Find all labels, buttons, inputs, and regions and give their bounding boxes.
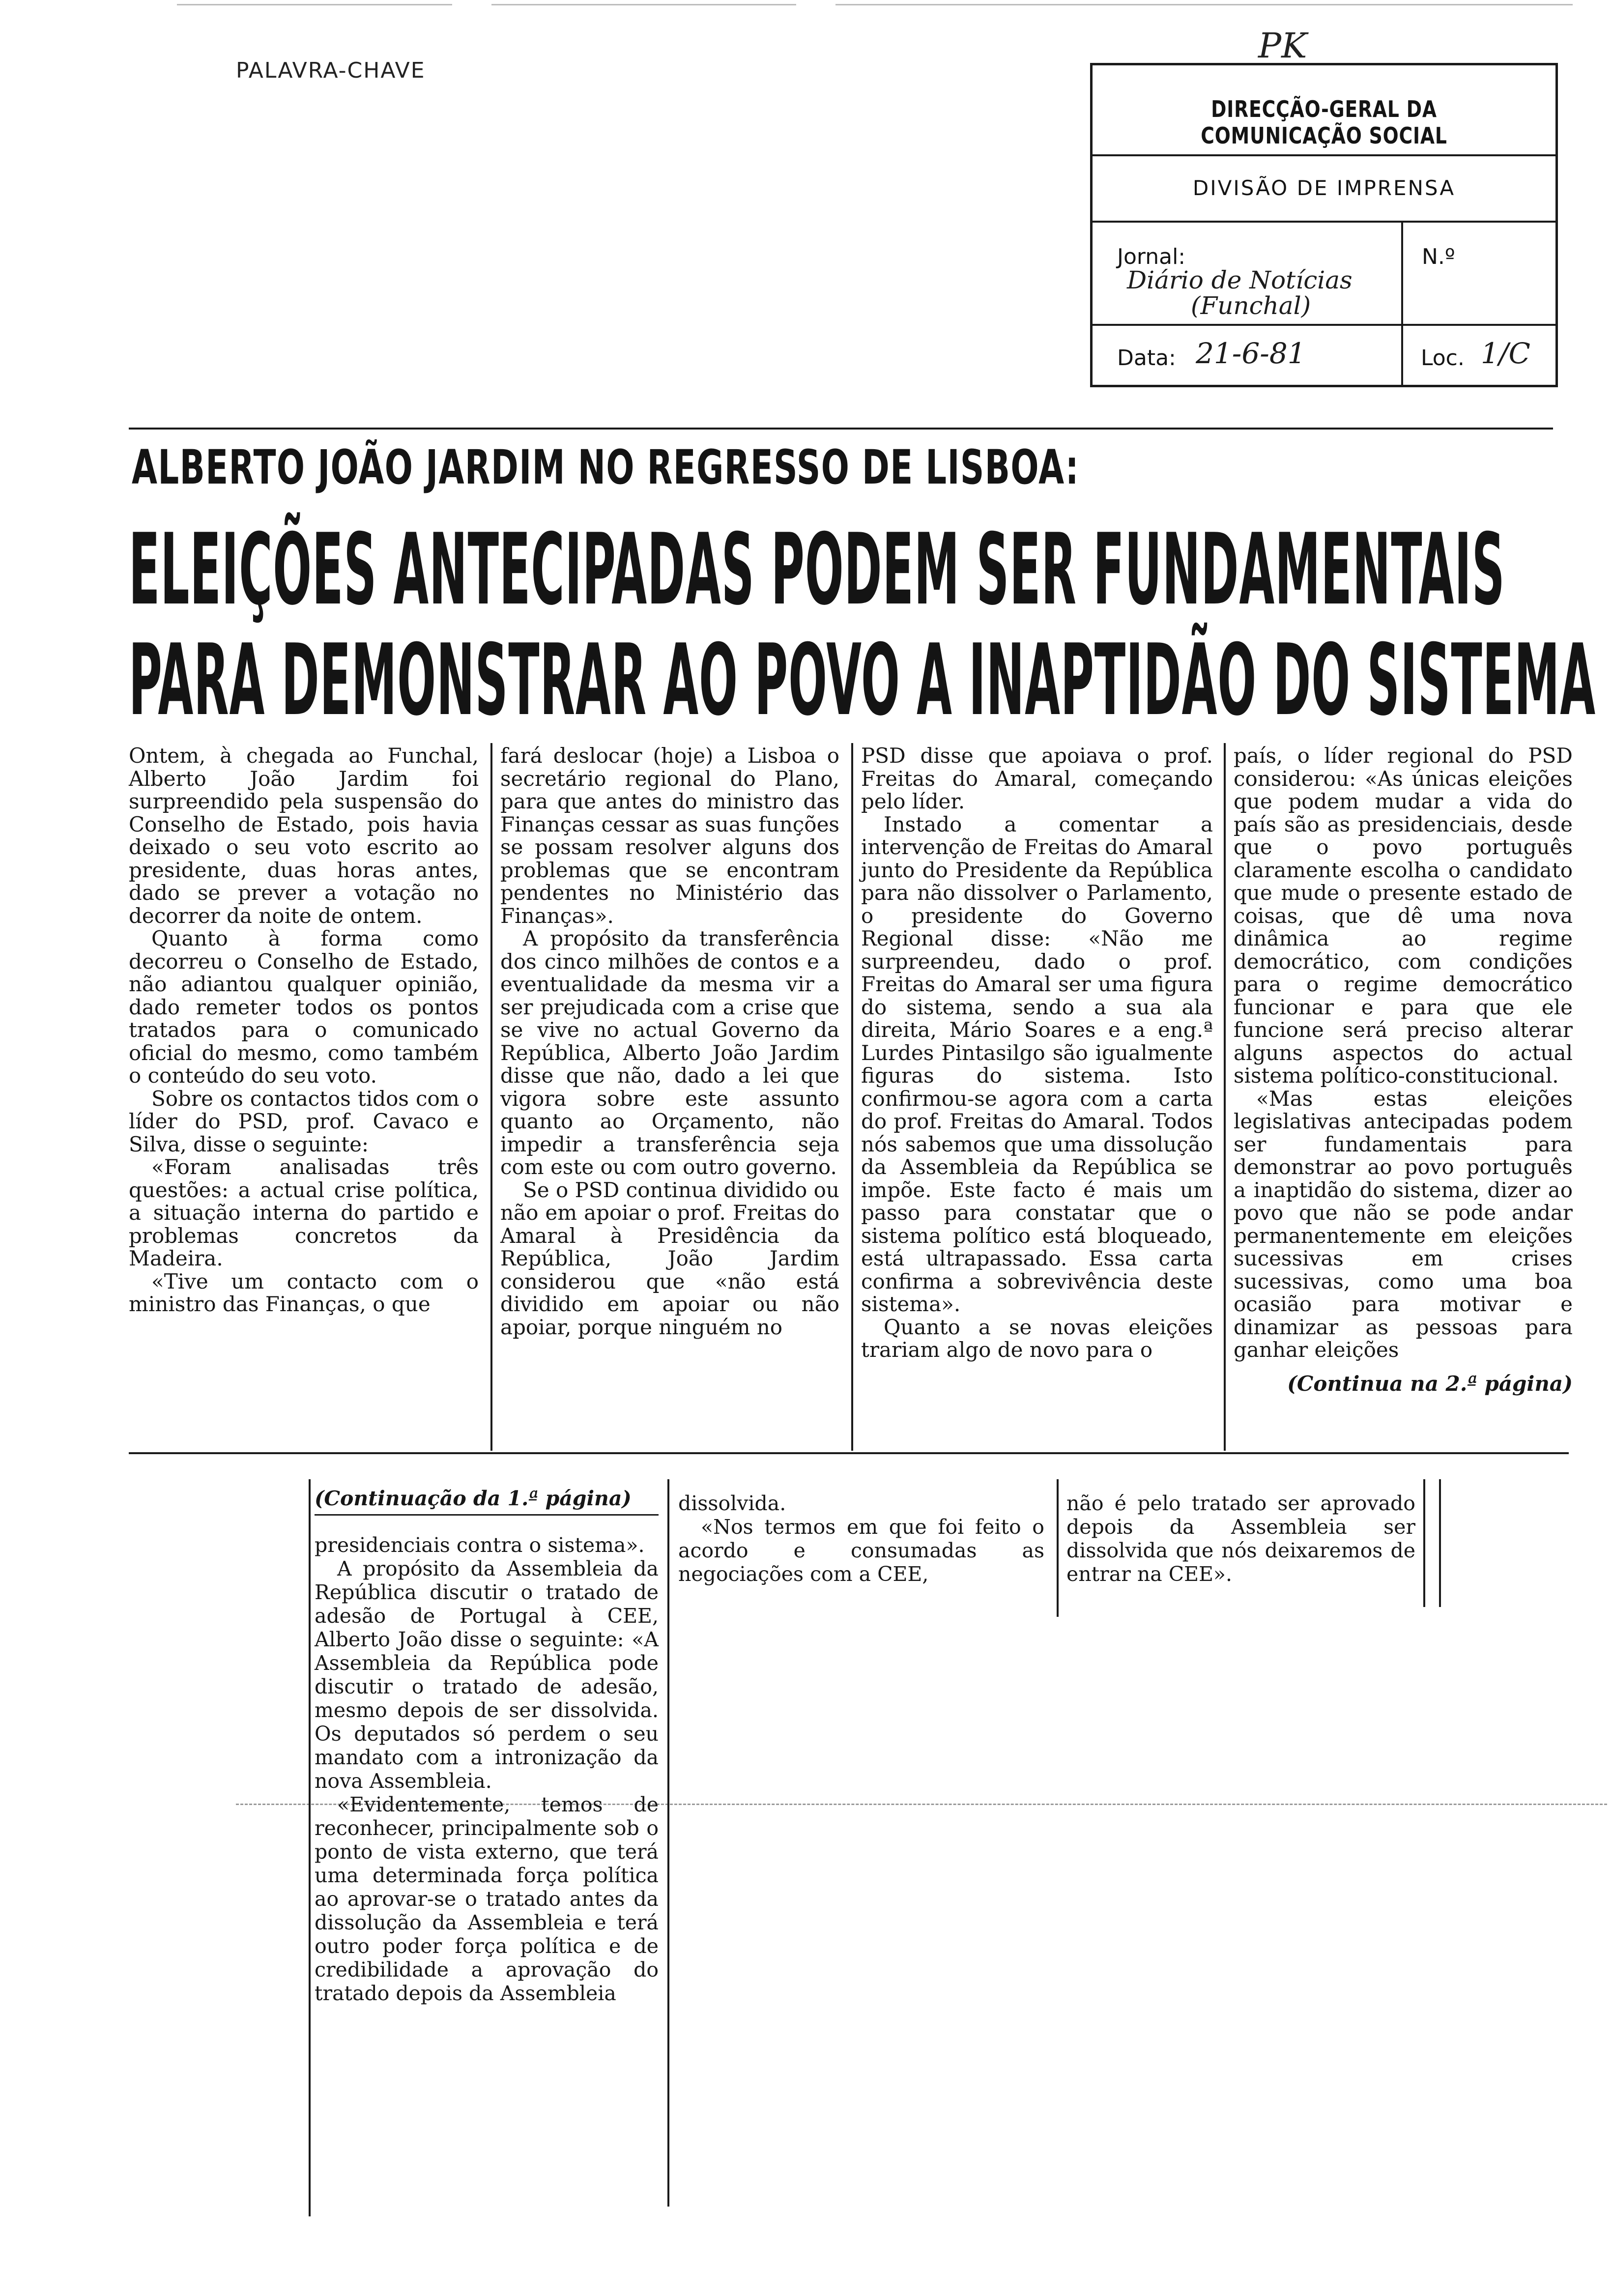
continuation-column-1 — [315, 1487, 659, 2005]
stamp-divider — [1401, 223, 1403, 387]
continuation-header: (Continuação da 1.ª página) — [315, 1487, 659, 1516]
continuation-border — [1439, 1479, 1441, 1607]
press-office-stamp — [1090, 63, 1558, 387]
continued-note: (Continua na 2.ª página) — [1287, 1371, 1573, 1396]
continuation-border — [1423, 1479, 1425, 1607]
stamp-division: DIVISÃO DE IMPRENSA — [1192, 176, 1456, 200]
column-separator — [1224, 743, 1226, 1451]
stamp-organization: DIRECÇÃO-GERAL DA COMUNICAÇÃO SOCIAL — [1201, 96, 1447, 149]
paragraph: PSD disse que apoiava o prof. Freitas do Amaral, começando pelo líder. — [861, 744, 1213, 813]
article-column-3 — [861, 745, 1213, 1362]
article-column-1 — [129, 745, 479, 1316]
paragraph: Ontem, à chegada ao Funchal, Alberto João Jardim foi surpreendido pela suspensão do Conselho de Estado, pois havia deixado o seu voto escrito ao presidente, duas horas antes, dado se prever a votação no decorrer da noite de ontem. — [129, 744, 479, 928]
paragraph: país, o líder regional do PSD considerou: «As únicas eleições que podem mudar a vida do país são as presidenciais, desde que o povo português claramente escolha o candidato que mude o presente estado de coisas, que dê uma nova dinâmica ao regime democrático, com condições para o regime democrático funcionar e para que ele funcione será preciso alterar alguns aspectos do actual sistema político-constitucional. — [1234, 744, 1573, 1088]
stamp-loc-value: 1/C — [1481, 337, 1530, 370]
headline-line-1: ELEIÇÕES ANTECIPADAS PODEM SER FUNDAMENTAIS — [129, 513, 1505, 627]
paragraph: Quanto à forma como decorreu o Conselho de Estado, não adiantou qualquer opinião, dado remeter todos os pontos tratados para o comunicado oficial do mesmo, como também o conteúdo do seu voto. — [129, 926, 479, 1088]
paragraph: «Nos termos em que foi feito o acordo e consumadas as negociações com a CEE, — [678, 1515, 1044, 1586]
paragraph: A propósito da transferência dos cinco milhões de contos e a eventualidade da mesma vir a ser prejudicada com a crise que se vive no actual Governo da República, Alberto João Jardim disse que não, dado a lei que vigora sobre este assunto quanto ao Orçamento, não impedir a transferência seja com este ou com outro governo. — [500, 926, 839, 1179]
continuation-border — [667, 1479, 669, 2207]
paragraph: Instado a comentar a intervenção de Freitas do Amaral junto do Presidente da República para não dissolver o Parlamento, o presidente do Governo Regional disse: «Não me surpreendeu, dado o prof. Freitas do Amaral ser uma figura do sistema, sendo a sua ala direita, Mário Soares e a eng.ª Lurdes Pintasilgo são igualmente figuras do sistema. Isto confirmou-se agora com a carta do prof. Freitas do Amaral. Todos nós sabemos que uma dissolução da Assembleia da República se impõe. Este facto é mais um passo para constatar que o sistema político está bloqueado, está ultrapassado. Essa carta confirma a sobrevivência deste sistema». — [861, 812, 1213, 1316]
headline-line-2: PARA DEMONSTRAR AO POVO A INAPTIDÃO DO SISTEMA — [129, 623, 1596, 738]
continuation-border — [1057, 1479, 1059, 1617]
stamp-jornal-value: Diário de Notícias — [1127, 266, 1353, 294]
clipping-top-rule — [129, 428, 1553, 430]
stamp-row-date — [1093, 326, 1555, 387]
paragraph: «Mas estas eleições legislativas antecipadas podem ser fundamentais para demonstrar ao povo português a inaptidão do sistema, dizer ao povo que não se pode andar permanentemente em eleições sucessivas em crises sucessivas, como uma boa ocasião para motivar e dinamizar as pessoas para ganhar eleições — [1234, 1086, 1573, 1362]
stamp-row-division — [1093, 156, 1555, 223]
paragraph: «Tive um contacto com o ministro das Finanças, o que — [129, 1269, 479, 1316]
paragraph: fará deslocar (hoje) a Lisboa o secretário regional do Plano, para que antes do ministro das Finanças cessar as suas funções se possam resolver alguns dos problemas que se encontram pendentes no Ministério das Finanças». — [500, 744, 839, 928]
paragraph: Sobre os contactos tidos com o líder do PSD, prof. Cavaco e Silva, disse o seguinte: — [129, 1086, 479, 1156]
scan-edge-line — [491, 4, 796, 5]
paragraph: «Foram analisadas três questões: a actual crise política, a situação interna do partido e problemas concretos da Madeira. — [129, 1155, 479, 1270]
scan-edge-line — [835, 4, 1573, 5]
continuation-border — [309, 1479, 311, 2216]
article-column-2 — [500, 745, 839, 1339]
column-separator — [490, 743, 492, 1451]
stamp-jornal-label: Jornal: — [1117, 244, 1186, 269]
stamp-date-label: Data: — [1117, 345, 1176, 371]
stamp-row-organization — [1093, 65, 1555, 156]
stamp-row-jornal — [1093, 223, 1555, 326]
column-separator — [851, 743, 853, 1451]
stamp-loc-label: Loc. — [1421, 345, 1465, 371]
keyword-label: PALAVRA-CHAVE — [236, 58, 426, 83]
scan-edge-line — [177, 4, 452, 5]
paragraph: «Evidentemente, temos de reconhecer, principalmente sob o ponto de vista externo, que terá uma determinada força política ao aprovar-se o tratado antes da dissolução da Assembleia e terá outro poder força política e de credibilidade a aprovação do tratado depois da Assembleia — [315, 1793, 659, 2005]
paragraph: presidenciais contra o sistema». — [315, 1533, 645, 1557]
article-column-4 — [1234, 745, 1573, 1395]
stamp-date-value: 21-6-81 — [1196, 337, 1306, 370]
article-kicker: ALBERTO JOÃO JARDIM NO REGRESSO DE LISBOA: — [132, 440, 1079, 495]
paragraph: dissolvida. — [678, 1492, 786, 1515]
continuation-column-2 — [678, 1492, 1044, 1586]
paragraph: Quanto a se novas eleições trariam algo de novo para o — [861, 1315, 1213, 1362]
paragraph: não é pelo tratado ser aprovado depois da Assembleia ser dissolvida que nós deixaremos de entrar na CEE». — [1066, 1492, 1415, 1586]
paragraph: Se o PSD continua dividido ou não em apoiar o prof. Freitas do Amaral à Presidência da República, João Jardim considerou que «não está dividido em apoiar ou não apoiar, porque ninguém no — [500, 1177, 839, 1339]
stamp-numero-label: N.º — [1422, 244, 1455, 269]
paragraph: A propósito da Assembleia da República discutir o tratado de adesão de Portugal à CEE, Alberto João disse o seguinte: «A Assembleia da República pode discutir o tratado de adesão, mesmo depois de ser dissolvida. Os deputados só perdem o seu mandato com a intronização da nova Assembleia. — [315, 1557, 659, 1793]
stamp-jornal-city: (Funchal) — [1191, 291, 1311, 320]
clipping-bottom-rule — [129, 1452, 1569, 1454]
page-mark: PK — [1258, 26, 1307, 66]
continuation-column-3 — [1066, 1492, 1415, 1586]
